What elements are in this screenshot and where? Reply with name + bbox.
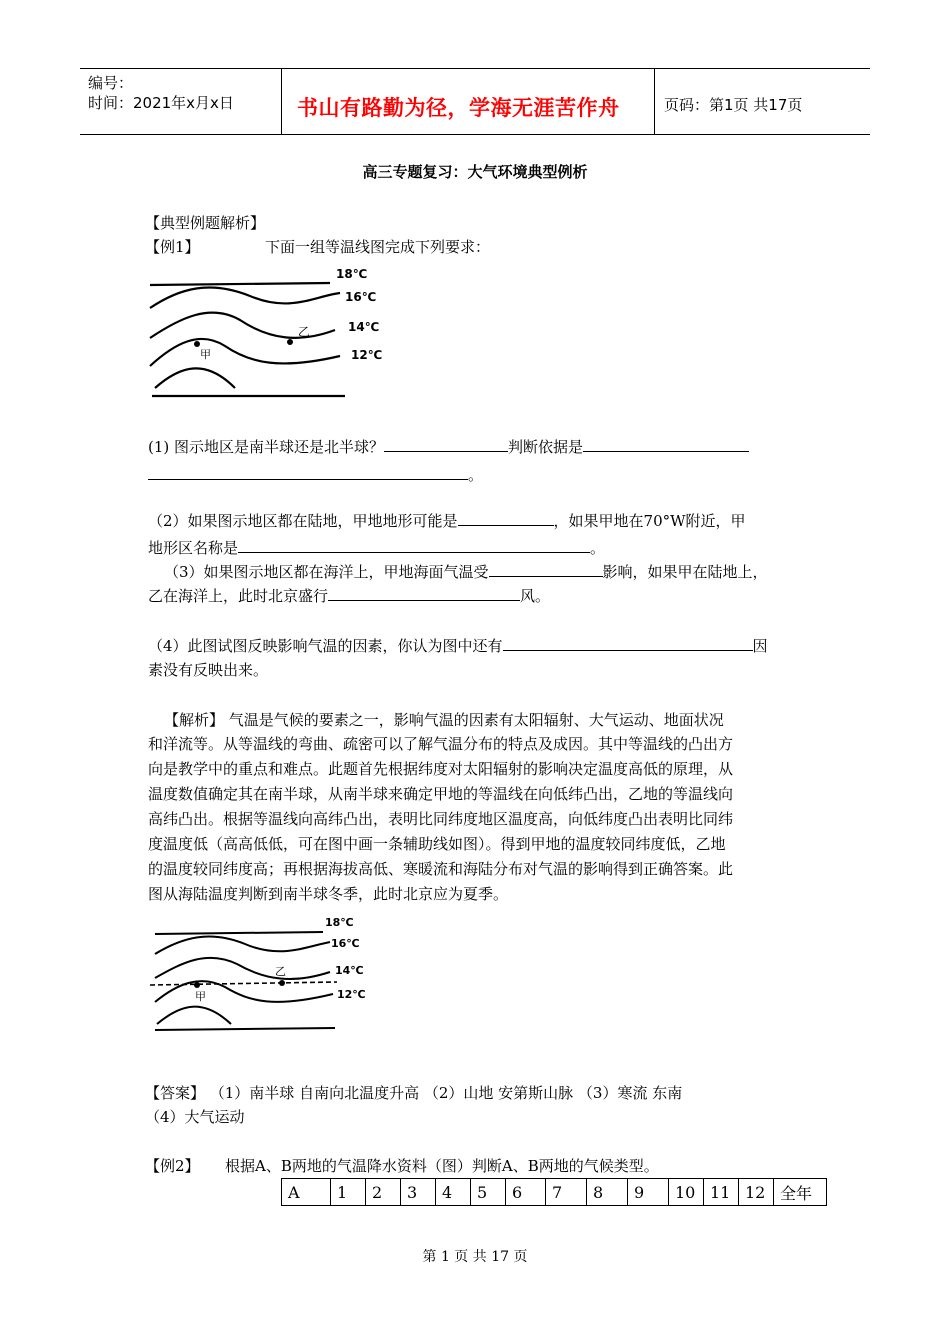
answer-line-2: （4）大气运动 — [145, 1108, 245, 1126]
label-jia: 甲 — [200, 348, 211, 361]
climate-cell-month-11: 11 — [704, 1179, 739, 1206]
analysis-line-1: 【解析】 气温是气候的要素之一，影响气温的因素有太阳辐射、大气运动、地面状况 — [164, 711, 724, 729]
label2-jia: 甲 — [195, 990, 206, 1003]
point2-yi — [279, 980, 285, 986]
climate-cell-month-2: 2 — [366, 1179, 401, 1206]
q1-blank-basis-1[interactable] — [583, 433, 749, 452]
climate-table-a — [281, 1178, 827, 1206]
climate-cell-month-12: 12 — [739, 1179, 774, 1206]
climate-cell-month-6: 6 — [506, 1179, 546, 1206]
q2-line2 — [148, 534, 605, 561]
analysis-line-3: 向是教学中的重点和难点。此题首先根据纬度对太阳辐射的影响决定温度高低的原理，从 — [148, 760, 734, 778]
q1-end: 。 — [468, 466, 484, 484]
header-date-label: 时间：2021年x月x日 — [88, 94, 234, 112]
document-title: 高三专题复习：大气环境典型例析 — [362, 163, 588, 181]
point-yi — [287, 339, 293, 345]
header-bottom-rule — [80, 134, 870, 135]
example1-prompt: 下面一组等温线图完成下列要求： — [265, 238, 491, 256]
label-12c: 12℃ — [351, 348, 383, 362]
q4-text-b: 因 — [752, 637, 768, 655]
q2-blank-region[interactable] — [238, 534, 590, 553]
q3-blank-influence[interactable] — [489, 558, 603, 577]
q3-blank-wind[interactable] — [328, 582, 520, 601]
isotherm2-14 — [155, 958, 330, 979]
q3-text-a: （3）如果图示地区都在海洋上，甲地海面气温受 — [164, 563, 489, 581]
climate-cell-month-10: 10 — [669, 1179, 704, 1206]
q3-end: 风。 — [520, 587, 551, 605]
analysis-line-7: 的温度较同纬度高；再根据海拔高低、寒暖流和海陆分布对气温的影响得到正确答案。此 — [148, 860, 734, 878]
q1-line2 — [148, 461, 483, 488]
analysis-line-4: 温度数值确定其在南半球，从南半球来确定甲地的等温线在向低纬凸出，乙地的等温线向 — [148, 785, 734, 803]
isotherm-12 — [150, 339, 340, 366]
label-yi: 乙 — [298, 325, 311, 339]
isotherm2-10 — [157, 1007, 231, 1024]
q1-line1 — [148, 433, 749, 460]
climate-table-header-row — [282, 1179, 827, 1206]
example2-prompt: 根据A、B两地的气温降水资料（图）判断A、B两地的气候类型。 — [225, 1157, 659, 1175]
q2-text-b: ，如果甲地在70°W附近，甲 — [553, 512, 746, 530]
q2-end: 。 — [590, 539, 606, 557]
isotherm-16 — [150, 287, 340, 308]
isotherm2-18 — [155, 932, 323, 934]
analysis-line-6: 度温度低（高高低低，可在图中画一条辅助线如图）。得到甲地的温度较同纬度低，乙地 — [148, 835, 726, 853]
label2-12c: 12℃ — [337, 988, 366, 1001]
answer-line-1: 【答案】 （1）南半球 自南向北温度升高 （2）山地 安第斯山脉 （3）寒流 东南 — [145, 1084, 683, 1102]
q4-text-a: （4）此图试图反映影响气温的因素，你认为图中还有 — [148, 637, 503, 655]
analysis-line-5: 高纬凸出。根据等温线向高纬凸出，表明比同纬度地区温度高，向低纬度凸出表明比同纬 — [148, 810, 734, 828]
isotherm-10 — [155, 368, 235, 388]
isotherm-18 — [150, 283, 330, 285]
isotherm2-bottom — [155, 1028, 335, 1030]
climate-cell-month-9: 9 — [628, 1179, 669, 1206]
climate-cell-month-7: 7 — [546, 1179, 587, 1206]
point-jia — [194, 341, 200, 347]
q1-blank-basis-2[interactable] — [148, 461, 468, 480]
climate-cell-month-3: 3 — [401, 1179, 436, 1206]
header-page-info: 页码：第1页 共17页 — [664, 96, 803, 114]
isotherm-map-1 — [140, 258, 400, 408]
label-16c: 16℃ — [345, 290, 377, 304]
example1-label: 【例1】 — [145, 238, 200, 256]
isotherm-map-2 — [145, 912, 385, 1042]
example2-label: 【例2】 — [145, 1157, 200, 1175]
q2-text-c: 地形区名称是 — [148, 539, 239, 557]
q4-line2: 素没有反映出来。 — [148, 661, 269, 679]
q2-blank-terrain[interactable] — [458, 507, 554, 526]
analysis-line-8: 图从海陆温度判断到南半球冬季，此时北京应为夏季。 — [148, 885, 509, 903]
page-footer: 第 1 页 共 17 页 — [422, 1249, 528, 1265]
q2-line1 — [148, 507, 746, 534]
analysis-line-2: 和洋流等。从等温线的弯曲、疏密可以了解气温分布的特点及成因。其中等温线的凸出方 — [148, 735, 734, 753]
label-14c: 14℃ — [348, 320, 380, 334]
q1-blank-hemisphere[interactable] — [384, 433, 508, 452]
q3-text-b: 影响，如果甲在陆地上， — [602, 563, 768, 581]
q1-text-b: 判断依据是 — [508, 438, 584, 456]
climate-cell-station: A — [282, 1179, 331, 1206]
climate-cell-month-8: 8 — [587, 1179, 628, 1206]
header-top-rule — [80, 68, 870, 69]
section-heading: 【典型例题解析】 — [145, 214, 266, 232]
isotherm2-16 — [155, 937, 330, 954]
label2-18c: 18℃ — [325, 916, 354, 929]
label2-16c: 16℃ — [331, 937, 360, 950]
climate-cell-month-4: 4 — [436, 1179, 471, 1206]
label2-14c: 14℃ — [335, 964, 364, 977]
q3-line1 — [164, 558, 768, 585]
climate-cell-annual: 全年 — [774, 1179, 827, 1206]
climate-cell-month-5: 5 — [471, 1179, 506, 1206]
auxiliary-dashed-line — [150, 982, 337, 985]
q4-line1 — [148, 632, 768, 659]
header-motto: 书山有路勤为径，学海无涯苦作舟 — [297, 96, 620, 120]
q1-text-a: (1) 图示地区是南半球还是北半球？ — [148, 438, 385, 456]
climate-cell-month-1: 1 — [331, 1179, 366, 1206]
q4-blank-factor[interactable] — [503, 632, 753, 651]
q2-text-a: （2）如果图示地区都在陆地，甲地地形可能是 — [148, 512, 458, 530]
q3-text-c: 乙在海洋上，此时北京盛行 — [148, 587, 329, 605]
label2-yi: 乙 — [275, 965, 286, 978]
header-number-label: 编号： — [88, 74, 134, 92]
label-18c: 18℃ — [336, 267, 368, 281]
point2-jia — [194, 982, 200, 988]
isotherm2-12 — [155, 981, 333, 1002]
q3-line2 — [148, 582, 550, 609]
header-divider-right — [654, 68, 655, 135]
header-divider-left — [281, 68, 282, 135]
